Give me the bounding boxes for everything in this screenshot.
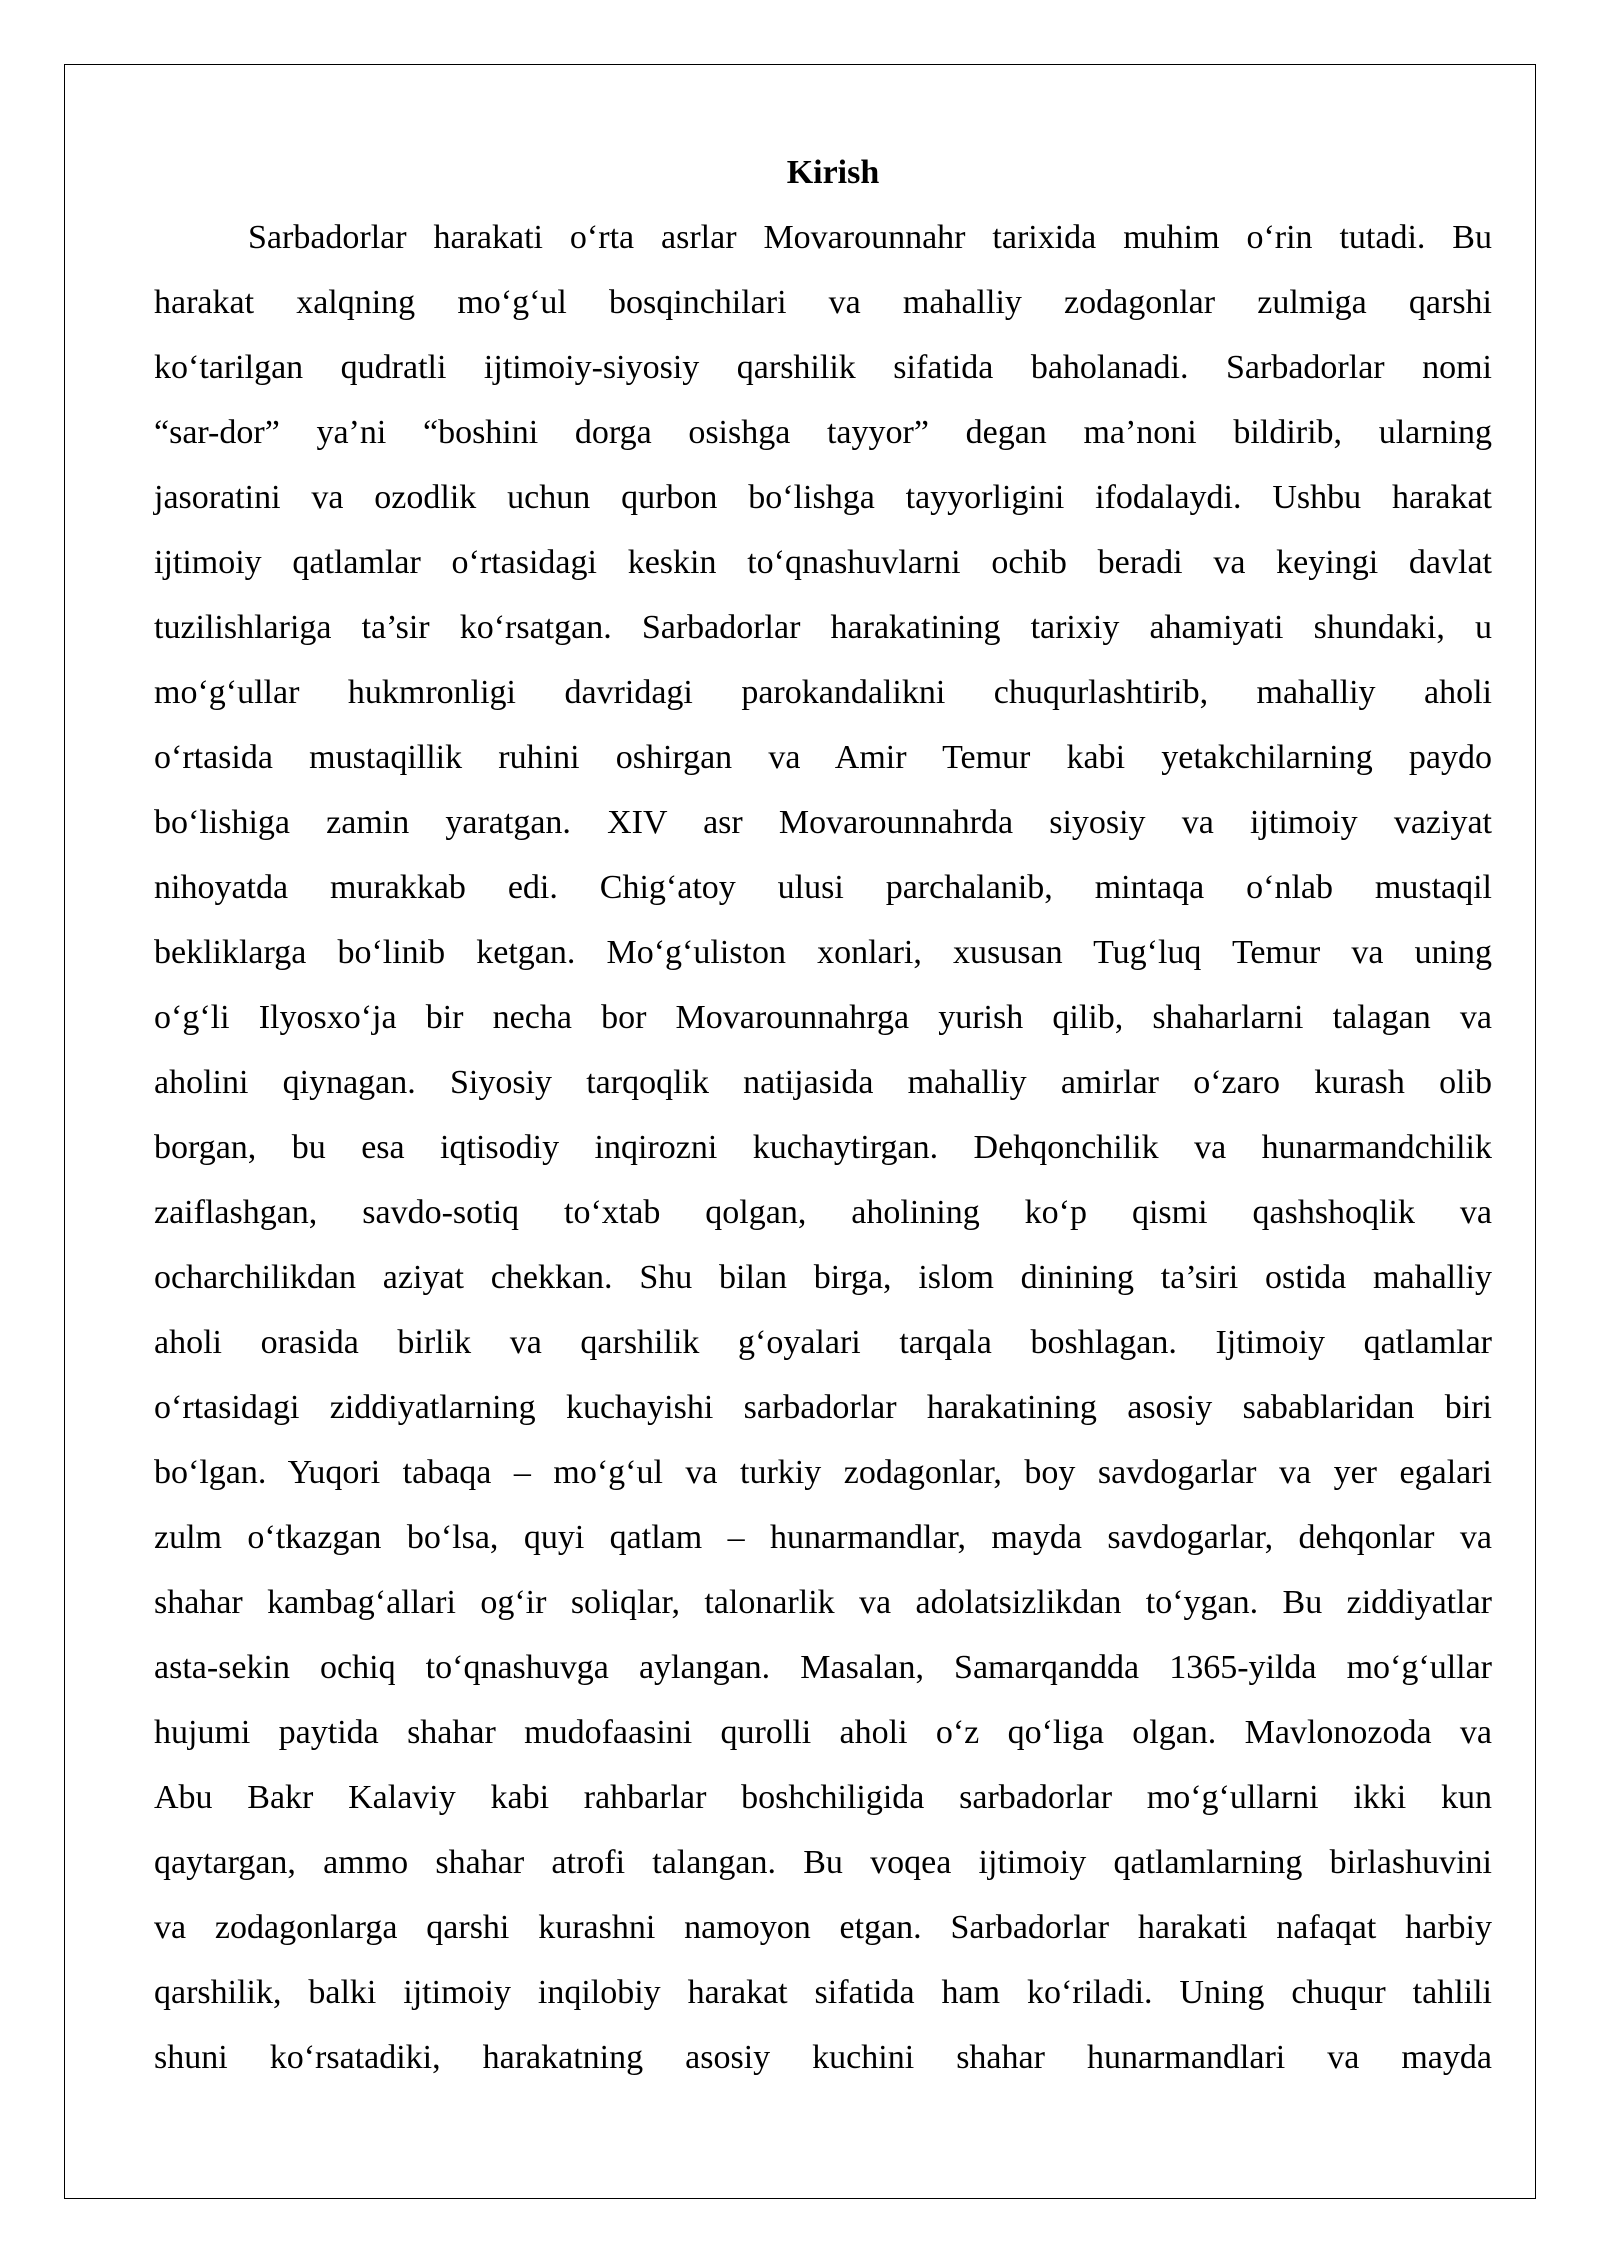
text-line: o‘rtasida mustaqillik ruhini oshirgan va Amir Temur kabi yetakchilarning paydo (154, 739, 1492, 776)
text-line: “sar-dor” ya’ni “boshini dorga osishga tayyor” degan ma’noni bildirib, ularning (154, 414, 1492, 451)
text-line: qaytargan, ammo shahar atrofi talangan. Bu voqea ijtimoiy qatlamlarning birlashuvini (154, 1844, 1492, 1881)
text-line: tuzilishlariga ta’sir ko‘rsatgan. Sarbadorlar harakatining tarixiy ahamiyati shundaki, u (154, 609, 1492, 646)
paragraph (154, 205, 1492, 2090)
text-line: borgan, bu esa iqtisodiy inqirozni kuchaytirgan. Dehqonchilik va hunarmandchilik (154, 1129, 1492, 1166)
text-line: shuni ko‘rsatadiki, harakatning asosiy kuchini shahar hunarmandlari va mayda (154, 2039, 1492, 2076)
text-line: zulm o‘tkazgan bo‘lsa, quyi qatlam – hunarmandlar, mayda savdogarlar, dehqonlar va (154, 1519, 1492, 1556)
text-line: shahar kambag‘allari og‘ir soliqlar, talonarlik va adolatsizlikdan to‘ygan. Bu ziddiyatlar (154, 1584, 1492, 1621)
text-line: ijtimoiy qatlamlar o‘rtasidagi keskin to‘qnashuvlarni ochib beradi va keyingi davlat (154, 544, 1492, 581)
text-line: Abu Bakr Kalaviy kabi rahbarlar boshchiligida sarbadorlar mo‘g‘ullarni ikki kun (154, 1779, 1492, 1816)
text-line: nihoyatda murakkab edi. Chig‘atoy ulusi parchalanib, mintaqa o‘nlab mustaqil (154, 869, 1492, 906)
text-line: hujumi paytida shahar mudofaasini qurolli aholi o‘z qo‘liga olgan. Mavlonozoda va (154, 1714, 1492, 1751)
text-line: o‘g‘li Ilyosxo‘ja bir necha bor Movarounnahrga yurish qilib, shaharlarni talagan va (154, 999, 1492, 1036)
text-line: qarshilik, balki ijtimoiy inqilobiy harakat sifatida ham ko‘riladi. Uning chuqur tahlili (154, 1974, 1492, 2011)
text-line: asta-sekin ochiq to‘qnashuvga aylangan. Masalan, Samarqandda 1365-yilda mo‘g‘ullar (154, 1649, 1492, 1686)
text-line: ocharchilikdan aziyat chekkan. Shu bilan birga, islom dinining ta’siri ostida mahalliy (154, 1259, 1492, 1296)
text-line: Sarbadorlar harakati o‘rta asrlar Movarounnahr tarixida muhim o‘rin tutadi. Bu (248, 219, 1492, 256)
text-line: harakat xalqning mo‘g‘ul bosqinchilari va mahalliy zodagonlar zulmiga qarshi (154, 284, 1492, 321)
document-title: Kirish (786, 154, 880, 191)
text-line: aholi orasida birlik va qarshilik g‘oyalari tarqala boshlagan. Ijtimoiy qatlamlar (154, 1324, 1492, 1361)
text-line: bo‘lishiga zamin yaratgan. XIV asr Movarounnahrda siyosiy va ijtimoiy vaziyat (154, 804, 1492, 841)
text-line: bo‘lgan. Yuqori tabaqa – mo‘g‘ul va turkiy zodagonlar, boy savdogarlar va yer egalari (154, 1454, 1492, 1491)
text-line: zaiflashgan, savdo-sotiq to‘xtab qolgan, aholining ko‘p qismi qashshoqlik va (154, 1194, 1492, 1231)
text-line: mo‘g‘ullar hukmronligi davridagi parokandalikni chuqurlashtirib, mahalliy aholi (154, 674, 1492, 711)
text-line: va zodagonlarga qarshi kurashni namoyon etgan. Sarbadorlar harakati nafaqat harbiy (154, 1909, 1492, 1946)
text-line: o‘rtasidagi ziddiyatlarning kuchayishi sarbadorlar harakatining asosiy sabablaridan biri (154, 1389, 1492, 1426)
text-line: aholini qiynagan. Siyosiy tarqoqlik natijasida mahalliy amirlar o‘zaro kurash olib (154, 1064, 1492, 1101)
text-line: ko‘tarilgan qudratli ijtimoiy-siyosiy qarshilik sifatida baholanadi. Sarbadorlar nomi (154, 349, 1492, 386)
document-body (154, 140, 1492, 2090)
text-line: bekliklarga bo‘linib ketgan. Mo‘g‘uliston xonlari, xususan Tug‘luq Temur va uning (154, 934, 1492, 971)
text-line: jasoratini va ozodlik uchun qurbon bo‘lishga tayyorligini ifodalaydi. Ushbu harakat (154, 479, 1492, 516)
